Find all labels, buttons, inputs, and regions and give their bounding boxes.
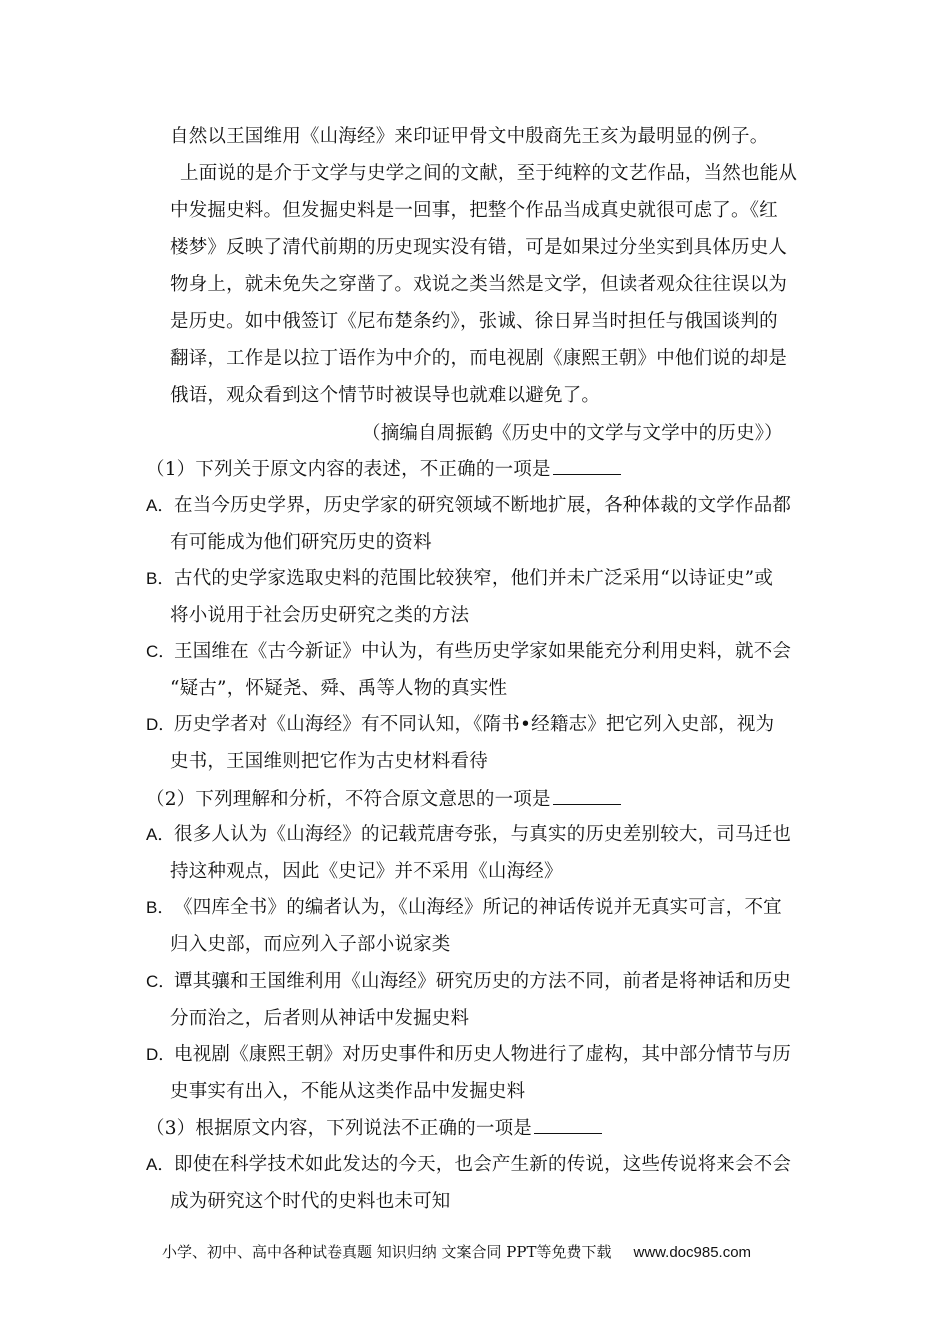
option-text: 分而治之，后者则从神话中发掘史料: [170, 1008, 470, 1029]
option-label: B．: [146, 898, 175, 917]
option-label: C．: [146, 642, 176, 661]
option-label: A．: [146, 1155, 175, 1174]
option-text: 古代的史学家选取史料的范围比较狭窄，他们并未广泛采用“以诗证史”或: [174, 568, 774, 589]
option-text: 将小说用于社会历史研究之类的方法: [170, 605, 470, 626]
option-text: 史书，王国维则把它作为古史材料看待: [170, 751, 488, 772]
option-text: 持这种观点，因此《史记》并不采用《山海经》: [170, 861, 563, 882]
passage-line: 上面说的是介于文学与史学之间的文献，至于纯粹的文艺作品，当然也能从: [180, 163, 798, 184]
answer-blank: [553, 786, 621, 805]
page-footer: [162, 1241, 751, 1264]
option-label: D．: [146, 1045, 176, 1064]
option-text: 在当今历史学界，历史学家的研究领域不断地扩展，各种体裁的文学作品都: [174, 495, 792, 516]
answer-blank: [553, 456, 621, 475]
option-text: 即使在科学技术如此发达的今天，也会产生新的传说，这些传说将来会不会: [174, 1154, 792, 1175]
passage-line: 中发掘史料。但发掘史料是一回事，把整个作品当成真史就很可虑了。《红: [170, 200, 778, 221]
footer-text: 小学、初中、高中各种试卷真题 知识归纳 文案合同 PPT等免费下载: [162, 1243, 612, 1261]
answer-blank: [534, 1115, 602, 1134]
passage-source: （摘编自周振鹤《历史中的文学与文学中的历史》）: [362, 423, 783, 444]
passage-line: 物身上，就未免失之穿凿了。戏说之类当然是文学，但读者观众往往误以为: [170, 274, 788, 295]
option-label: B．: [146, 569, 175, 588]
passage-line: 自然以王国维用《山海经》来印证甲骨文中殷商先王亥为最明显的例子。: [170, 126, 769, 147]
option-text: 《四库全书》的编者认为，《山海经》所记的神话传说并无真实可言，不宜: [174, 897, 782, 918]
option-text: 成为研究这个时代的史料也未可知: [170, 1191, 451, 1212]
option-text: 归入史部，而应列入子部小说家类: [170, 934, 451, 955]
passage-line: 楼梦》反映了清代前期的历史现实没有错，可是如果过分坐实到具体历史人: [170, 237, 788, 258]
option-text: 谭其骧和王国维利用《山海经》研究历史的方法不同，前者是将神话和历史: [174, 971, 792, 992]
question-stem: （2）下列理解和分析，不符合原文意思的一项是: [146, 786, 621, 813]
option-text: 很多人认为《山海经》的记载荒唐夸张，与真实的历史差别较大，司马迁也: [174, 824, 792, 845]
option-text: 历史学者对《山海经》有不同认知，《隋书•经籍志》把它列入史部，视为: [174, 714, 775, 735]
question-stem: （3）根据原文内容，下列说法不正确的一项是: [146, 1115, 602, 1142]
option-label: A．: [146, 825, 175, 844]
option-text: “疑古”，怀疑尧、舜、禹等人物的真实性: [170, 678, 508, 699]
footer-url[interactable]: www.doc985.com: [633, 1244, 752, 1261]
option-text: 有可能成为他们研究历史的资料: [170, 532, 432, 553]
option-label: A．: [146, 496, 175, 515]
passage-line: 是历史。如中俄签订《尼布楚条约》，张诚、徐日昇当时担任与俄国谈判的: [170, 311, 778, 332]
passage-line: 俄语，观众看到这个情节时被误导也就难以避免了。: [170, 385, 601, 406]
option-text: 史事实有出入，不能从这类作品中发掘史料: [170, 1081, 526, 1102]
option-label: D．: [146, 715, 176, 734]
question-stem: （1）下列关于原文内容的表述，不正确的一项是: [146, 456, 621, 483]
option-text: 电视剧《康熙王朝》对历史事件和历史人物进行了虚构，其中部分情节与历: [174, 1044, 792, 1065]
option-label: C．: [146, 972, 176, 991]
passage-line: 翻译，工作是以拉丁语作为中介的，而电视剧《康熙王朝》中他们说的却是: [170, 348, 788, 369]
option-text: 王国维在《古今新证》中认为，有些历史学家如果能充分利用史料，就不会: [174, 641, 792, 662]
